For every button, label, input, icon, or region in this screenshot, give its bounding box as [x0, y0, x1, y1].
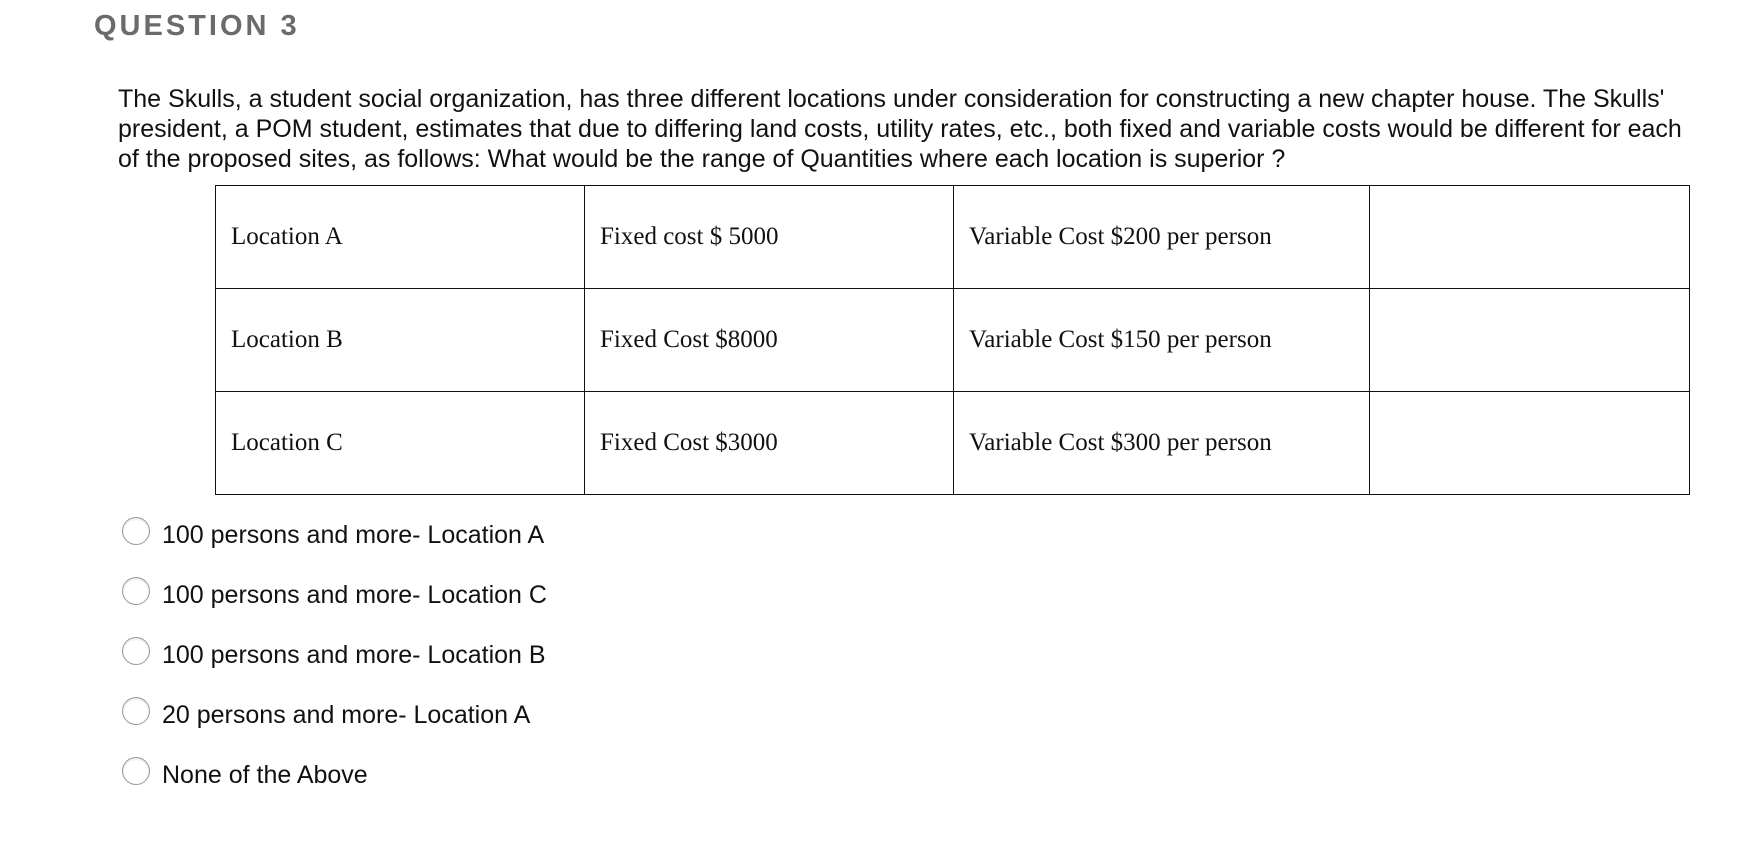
radio-button-5[interactable] — [122, 757, 150, 785]
answer-option-label: None of the Above — [162, 760, 368, 789]
answer-options — [122, 505, 547, 805]
answer-option-4[interactable] — [122, 685, 547, 745]
question-text: The Skulls, a student social organization, has three different locations under consideration for constructing a new chapter house. The Skulls' president, a POM student, estimates that due to differing land costs, utility rates, etc., both fixed and variable costs would be different for each of the proposed sites, as follows: What would be the range of Quantities where each location is superior ? — [118, 85, 1682, 173]
empty-cell — [1370, 392, 1690, 495]
fixed-cost-cell: Fixed Cost $8000 — [585, 289, 954, 392]
radio-button-4[interactable] — [122, 697, 150, 725]
answer-option-5[interactable] — [122, 745, 547, 805]
answer-option-3[interactable] — [122, 625, 547, 685]
radio-button-1[interactable] — [122, 517, 150, 545]
variable-cost-cell: Variable Cost $300 per person — [954, 392, 1370, 495]
fixed-cost-cell: Fixed Cost $3000 — [585, 392, 954, 495]
location-cell: Location A — [216, 186, 585, 289]
question-header: QUESTION 3 — [94, 10, 300, 42]
location-cell: Location C — [216, 392, 585, 495]
location-cell: Location B — [216, 289, 585, 392]
answer-option-2[interactable] — [122, 565, 547, 625]
table-row — [216, 392, 1690, 495]
table-row — [216, 289, 1690, 392]
cost-table — [215, 185, 1690, 495]
answer-option-1[interactable] — [122, 505, 547, 565]
answer-option-label: 100 persons and more- Location A — [162, 520, 545, 549]
empty-cell — [1370, 289, 1690, 392]
variable-cost-cell: Variable Cost $200 per person — [954, 186, 1370, 289]
radio-button-2[interactable] — [122, 577, 150, 605]
fixed-cost-cell: Fixed cost $ 5000 — [585, 186, 954, 289]
variable-cost-cell: Variable Cost $150 per person — [954, 289, 1370, 392]
radio-button-3[interactable] — [122, 637, 150, 665]
answer-option-label: 100 persons and more- Location C — [162, 580, 547, 609]
empty-cell — [1370, 186, 1690, 289]
answer-option-label: 20 persons and more- Location A — [162, 700, 531, 729]
answer-option-label: 100 persons and more- Location B — [162, 640, 546, 669]
table-row — [216, 186, 1690, 289]
